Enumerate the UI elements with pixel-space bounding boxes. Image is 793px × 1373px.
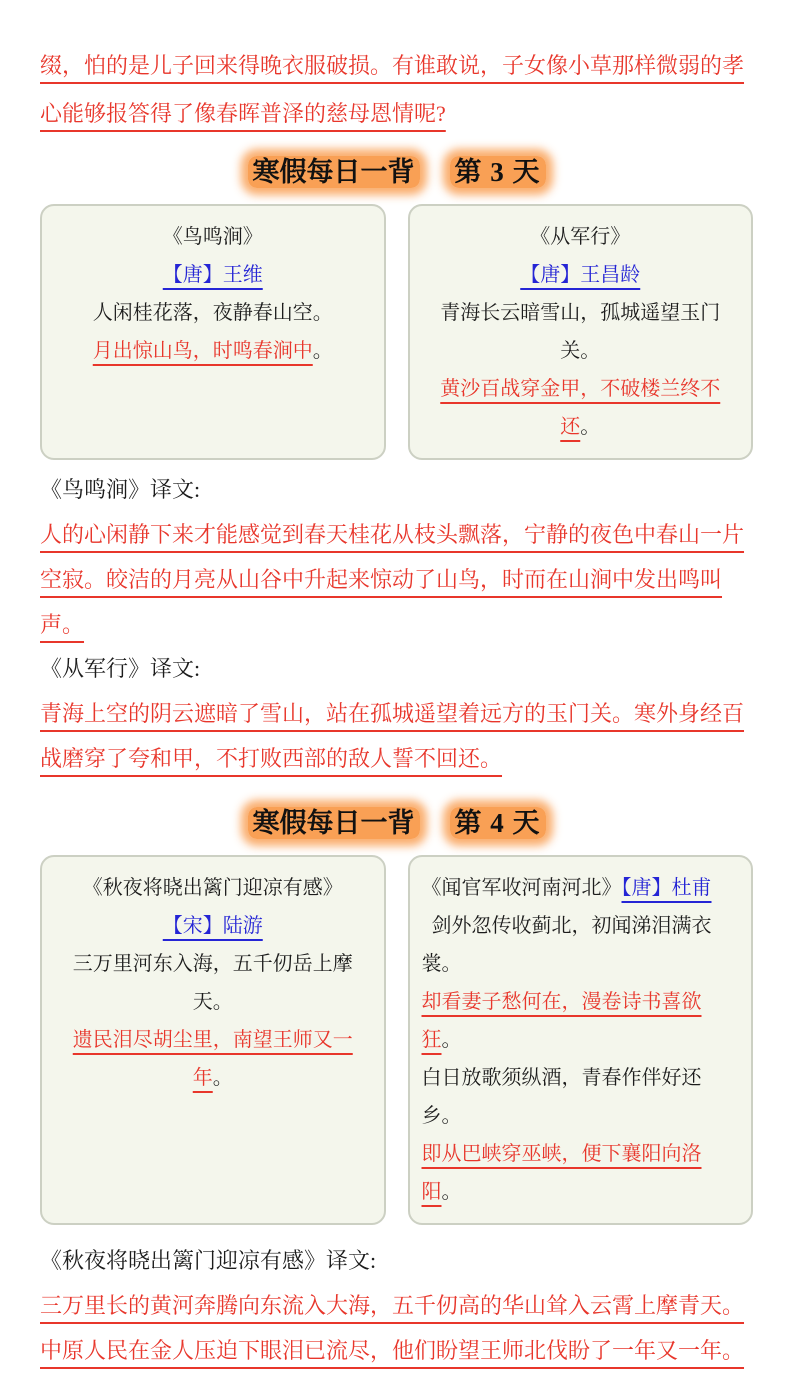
day3-header bbox=[40, 152, 753, 192]
poem-title-author-line bbox=[422, 869, 740, 907]
day4-cards-row bbox=[40, 855, 753, 1225]
poem-end-punct: 。 bbox=[441, 1029, 462, 1051]
poem-title: 《闻官军收河南河北》 bbox=[421, 877, 622, 899]
poem-red-text: 却看妻子愁何在，漫卷诗书喜欲狂 bbox=[421, 991, 702, 1051]
poem-line-highlighted bbox=[54, 332, 372, 370]
top-paragraph: 缀，怕的是儿子回来得晚衣服破损。有谁敢说，子女像小草那样微弱的孝心能够报答得了像春晖普泽的慈母恩情呢? bbox=[40, 53, 745, 126]
poem-red-text: 即从巴峡穿巫峡，便下襄阳向洛阳 bbox=[421, 1143, 702, 1203]
poem-author-line bbox=[422, 256, 740, 294]
poem-red-text: 月出惊山鸟，时鸣春涧中 bbox=[92, 340, 313, 362]
poem-title: 《从军行》 bbox=[530, 226, 631, 248]
poem-line-highlighted bbox=[54, 1021, 372, 1097]
poem-line: 三万里河东入海，五千仞岳上摩天。 bbox=[72, 953, 353, 1013]
day3-cards-row bbox=[40, 204, 753, 460]
poem-author-line bbox=[54, 256, 372, 294]
day4-header-title: 寒假每日一背 bbox=[248, 807, 420, 839]
poem-author-line bbox=[54, 907, 372, 945]
poem-author-link[interactable]: 【唐】杜甫 bbox=[621, 877, 712, 899]
poem-line: 人闲桂花落，夜静春山空。 bbox=[92, 302, 333, 324]
poem-line-highlighted bbox=[422, 1135, 740, 1211]
day4-header bbox=[40, 803, 753, 843]
poem-card-wen-guan-jun bbox=[408, 855, 754, 1225]
translation-label-cong-jun-xing: 《从军行》译文: bbox=[40, 656, 201, 681]
day3-header-day-badge: 第 3 天 bbox=[450, 156, 546, 188]
translation-label-qiu-ye: 《秋夜将晓出篱门迎凉有感》译文: bbox=[40, 1248, 377, 1273]
poem-title: 《鸟鸣涧》 bbox=[162, 226, 263, 248]
poem-end-punct: 。 bbox=[312, 340, 333, 362]
poem-line: 白日放歌须纵酒，青春作伴好还乡。 bbox=[421, 1067, 702, 1127]
poem-author-link[interactable]: 【宋】陆游 bbox=[162, 915, 263, 937]
poem-card-cong-jun-xing bbox=[408, 204, 754, 460]
day4-header-day-badge: 第 4 天 bbox=[450, 807, 546, 839]
translation-text-cong-jun-xing: 青海上空的阴云遮暗了雪山，站在孤城遥望着远方的玉门关。寒外身经百战磨穿了夸和甲，不打败西部的敌人誓不回还。 bbox=[40, 701, 745, 771]
poem-red-text: 遗民泪尽胡尘里，南望王师又一年 bbox=[72, 1029, 353, 1089]
poem-line-highlighted bbox=[422, 983, 740, 1059]
day3-header-title: 寒假每日一背 bbox=[248, 156, 420, 188]
translation-text-qiu-ye: 三万里长的黄河奔腾向东流入大海，五千仞高的华山耸入云霄上摩青天。中原人民在金人压迫下眼泪已流尽，他们盼望王师北伐盼了一年又一年。 bbox=[40, 1293, 745, 1363]
poem-line: 青海长云暗雪山，孤城遥望玉门关。 bbox=[440, 302, 721, 362]
translation-text-niao-ming-jian: 人的心闲静下来才能感觉到春天桂花从枝头飘落，宁静的夜色中春山一片空寂。皎洁的月亮从山谷中升起来惊动了山鸟，时而在山涧中发出鸣叫声。 bbox=[40, 522, 745, 637]
poem-title: 《秋夜将晓出篱门迎凉有感》 bbox=[82, 877, 343, 899]
poem-author-link[interactable]: 【唐】王昌龄 bbox=[520, 264, 641, 286]
poem-author-link[interactable]: 【唐】王维 bbox=[162, 264, 263, 286]
poem-end-punct: 。 bbox=[441, 1181, 462, 1203]
poem-red-text: 黄沙百战穿金甲，不破楼兰终不还 bbox=[440, 378, 721, 438]
poem-card-niao-ming-jian bbox=[40, 204, 386, 460]
poem-line-highlighted bbox=[422, 370, 740, 446]
poem-line: 剑外忽传收蓟北，初闻涕泪满衣裳。 bbox=[421, 915, 712, 975]
poem-end-punct: 。 bbox=[212, 1067, 233, 1089]
translation-label-niao-ming-jian: 《鸟鸣涧》译文: bbox=[40, 477, 201, 502]
poem-end-punct: 。 bbox=[580, 416, 601, 438]
poem-card-qiu-ye-jiang-xiao bbox=[40, 855, 386, 1225]
